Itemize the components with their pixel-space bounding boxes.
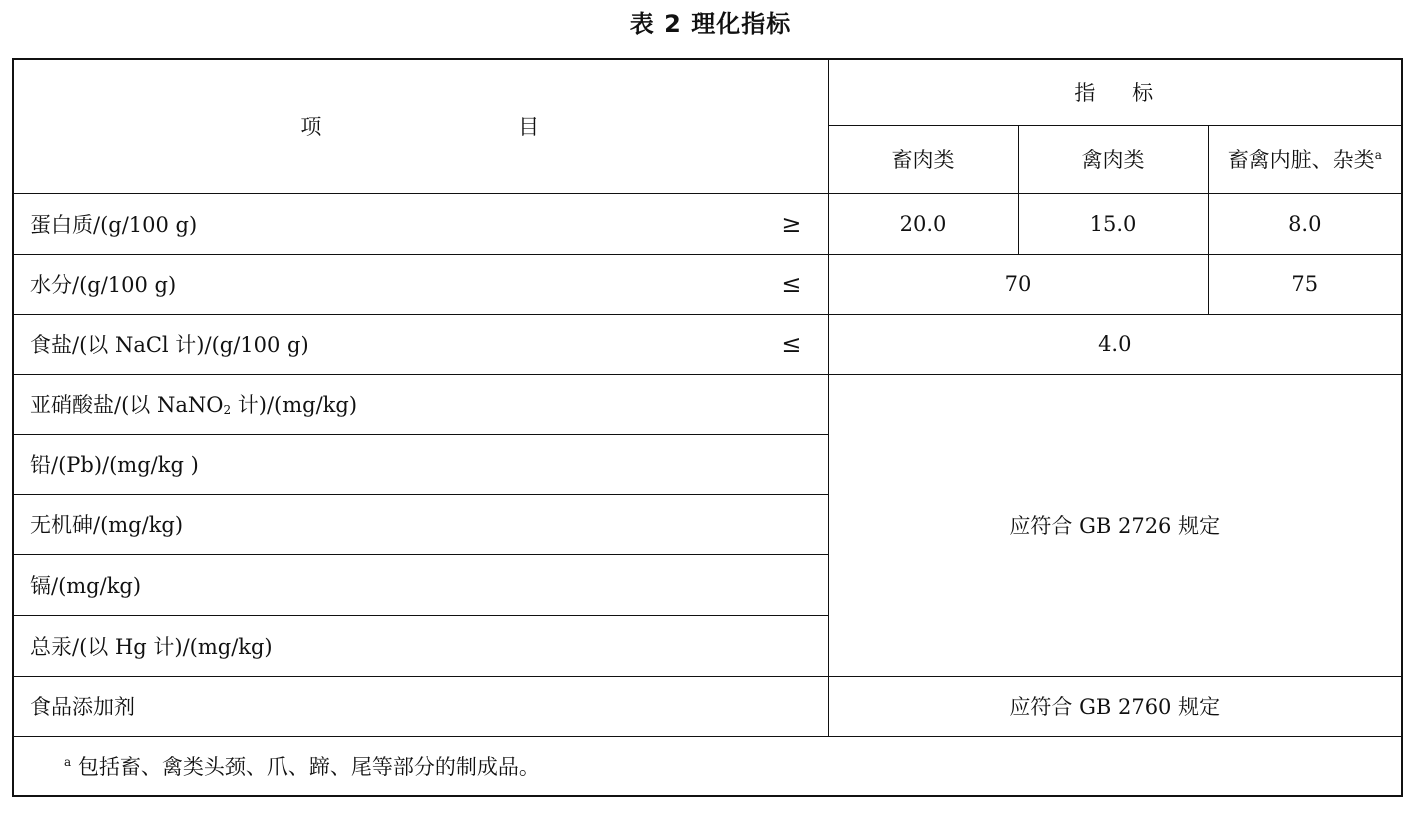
row-label-text: 水分/(g/100 g) [30, 273, 177, 297]
value-cell: 20.0 [828, 193, 1018, 254]
row-label-nitrite [13, 374, 828, 434]
column-header-offal [1208, 125, 1402, 193]
footnote-text: 包括畜、禽类头颈、爪、蹄、尾等部分的制成品。 [77, 754, 540, 779]
footnote-row [13, 736, 1402, 796]
row-label-text: 蛋白质/(g/100 g) [30, 212, 198, 237]
row-label-text: 食盐/(以 NaCl 计)/(g/100 g) [30, 333, 309, 357]
header-row-1 [13, 59, 1402, 125]
row-label-text: 计)/(mg/kg) [231, 393, 358, 417]
subscript: 2 [223, 403, 232, 417]
value-cell: 15.0 [1018, 193, 1208, 254]
row-label-mercury: 总汞/(以 Hg 计)/(mg/kg) [13, 615, 828, 676]
table-row [13, 314, 1402, 374]
merged-value-gb2726: 应符合 GB 2726 规定 [828, 374, 1402, 676]
column-header-offal-label: 畜禽内脏、杂类 [1227, 148, 1375, 172]
indicator-header: 指 标 [828, 59, 1402, 125]
table-row [13, 193, 1402, 254]
column-header-poultry-meat: 禽肉类 [1018, 125, 1208, 193]
row-label-protein [13, 193, 828, 254]
row-label-lead: 铅/(Pb)/(mg/kg ) [13, 434, 828, 494]
table-row [13, 254, 1402, 314]
row-label-salt [13, 314, 828, 374]
table-row [13, 374, 1402, 434]
row-label-cadmium: 镉/(mg/kg) [13, 554, 828, 615]
comparison-symbol: ≥ [781, 209, 802, 238]
comparison-symbol: ≤ [781, 330, 802, 358]
table-caption: 表 2 理化指标 [629, 10, 792, 38]
item-column-header: 项 目 [13, 59, 828, 193]
row-label-food-additives: 食品添加剂 [13, 676, 828, 736]
value-cell: 8.0 [1208, 193, 1402, 254]
value-cell: 75 [1208, 254, 1402, 314]
value-cell: 70 [828, 254, 1208, 314]
row-label-text: 亚硝酸盐/(以 NaNO [30, 393, 224, 417]
value-cell: 4.0 [828, 314, 1402, 374]
footnote-mark: a [64, 754, 72, 769]
comparison-symbol: ≤ [781, 270, 802, 298]
row-label-arsenic: 无机砷/(mg/kg) [13, 494, 828, 554]
table-row [13, 676, 1402, 736]
footnote [13, 736, 1402, 796]
row-label-moisture [13, 254, 828, 314]
physicochemical-indicators-table [12, 58, 1403, 797]
column-header-livestock-meat: 畜肉类 [828, 125, 1018, 193]
footnote-mark: a [1374, 148, 1382, 162]
merged-value-gb2760: 应符合 GB 2760 规定 [828, 676, 1402, 736]
